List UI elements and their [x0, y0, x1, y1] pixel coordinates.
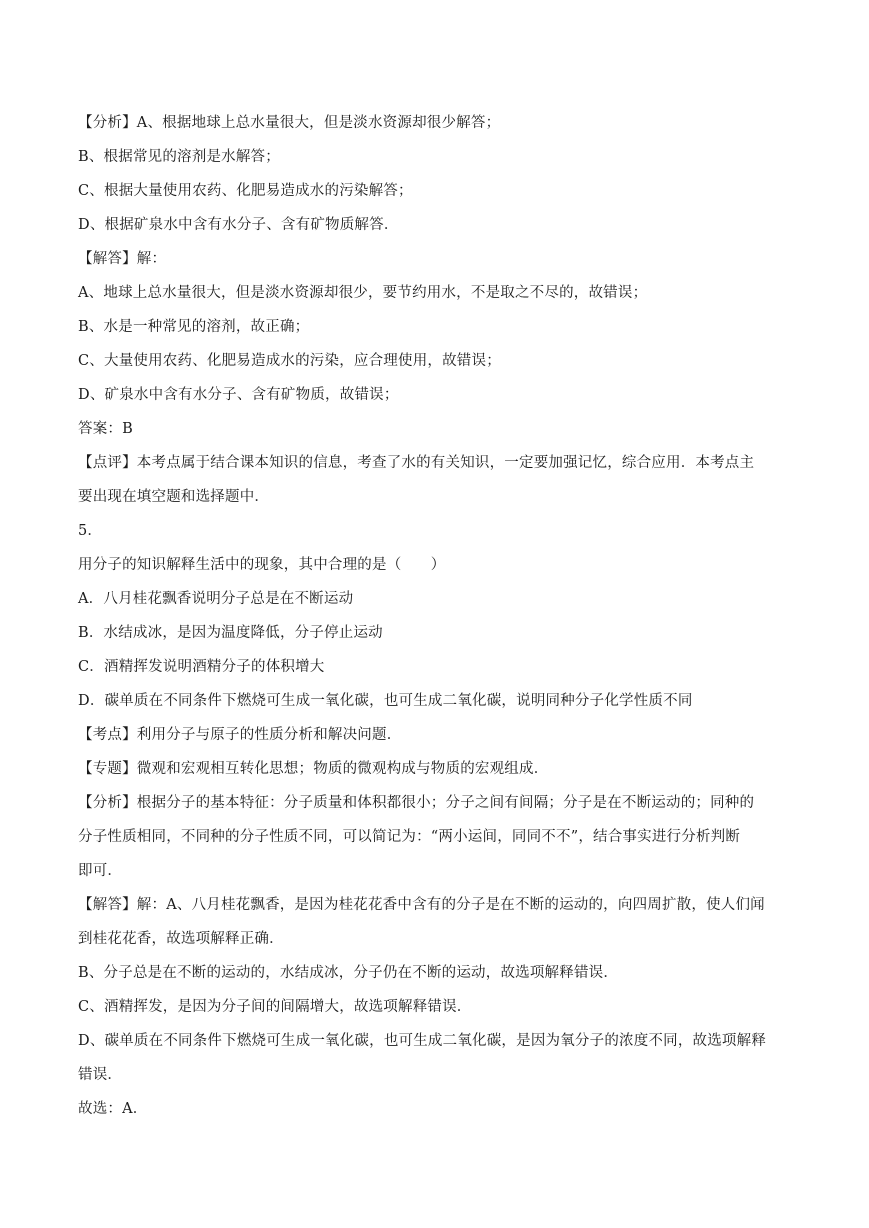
final-answer: 答案：B [78, 421, 133, 437]
choice-a: A．八月桂花飘香说明分子总是在不断运动 [78, 591, 354, 607]
answer2-option-d-line-1: D、碳单质在不同条件下燃烧可生成一氧化碳，也可生成二氧化碳，是因为氧分子的浓度不同，故选项解释 [78, 1033, 767, 1049]
answer-option-d: D、矿泉水中含有水分子、含有矿物质，故错误； [78, 387, 399, 403]
answer2-option-d-line-2: 错误． [78, 1067, 123, 1083]
choice-c: C．酒精挥发说明酒精分子的体积增大 [78, 659, 325, 675]
analysis2-line-1: 【分析】根据分子的基本特征：分子质量和体积都很小；分子之间有间隔；分子是在不断运动的；同种的 [78, 795, 755, 811]
analysis2-line-3: 即可． [78, 863, 123, 879]
answer-option-c: C、大量使用农药、化肥易造成水的污染，应合理使用，故错误； [78, 353, 501, 369]
answer-option-b: B、水是一种常见的溶剂，故正确； [78, 319, 310, 335]
question-number: 5． [78, 523, 103, 539]
answer2-option-c: C、酒精挥发，是因为分子间的间隔增大，故选项解释错误． [78, 999, 472, 1015]
answer2-line-2: 到桂花花香，故选项解释正确． [78, 931, 284, 947]
analysis-option-b: B、根据常见的溶剂是水解答； [78, 149, 280, 165]
answer2-line-1: 【解答】解：A、八月桂花飘香，是因为桂花花香中含有的分子是在不断的运动的，向四周扩散，使人们闻 [78, 897, 765, 913]
comment-line-1: 【点评】本考点属于结合课本知识的信息，考查了水的有关知识，一定要加强记忆，综合应用．本考点主 [78, 455, 755, 471]
answer2-option-b: B、分子总是在不断的运动的，水结成冰，分子仍在不断的运动，故选项解释错误． [78, 965, 619, 981]
topic: 【专题】微观和宏观相互转化思想；物质的微观构成与物质的宏观组成． [78, 761, 549, 777]
key-point: 【考点】利用分子与原子的性质分析和解决问题． [78, 727, 402, 743]
selected-answer: 故选：A． [78, 1101, 148, 1117]
analysis-option-c: C、根据大量使用农药、化肥易造成水的污染解答； [78, 183, 413, 199]
analysis-option-d: D、根据矿泉水中含有水分子、含有矿物质解答． [78, 217, 399, 233]
analysis2-line-2: 分子性质相同，不同种的分子性质不同，可以简记为：“两小运间，同同不不”，结合事实进行分析判断 [78, 829, 741, 845]
choice-d: D．碳单质在不同条件下燃烧可生成一氧化碳，也可生成二氧化碳，说明同种分子化学性质不同 [78, 693, 693, 709]
answer-heading: 【解答】解： [78, 251, 167, 267]
question-stem: 用分子的知识解释生活中的现象，其中合理的是（ ） [78, 557, 446, 573]
answer-option-a: A、地球上总水量很大，但是淡水资源却很少，要节约用水，不是取之不尽的，故错误； [78, 285, 648, 301]
comment-line-2: 要出现在填空题和选择题中． [78, 489, 270, 505]
choice-b: B．水结成冰，是因为温度降低，分子停止运动 [78, 625, 383, 641]
analysis-heading-line: 【分析】A、根据地球上总水量很大，但是淡水资源却很少解答； [78, 115, 501, 131]
